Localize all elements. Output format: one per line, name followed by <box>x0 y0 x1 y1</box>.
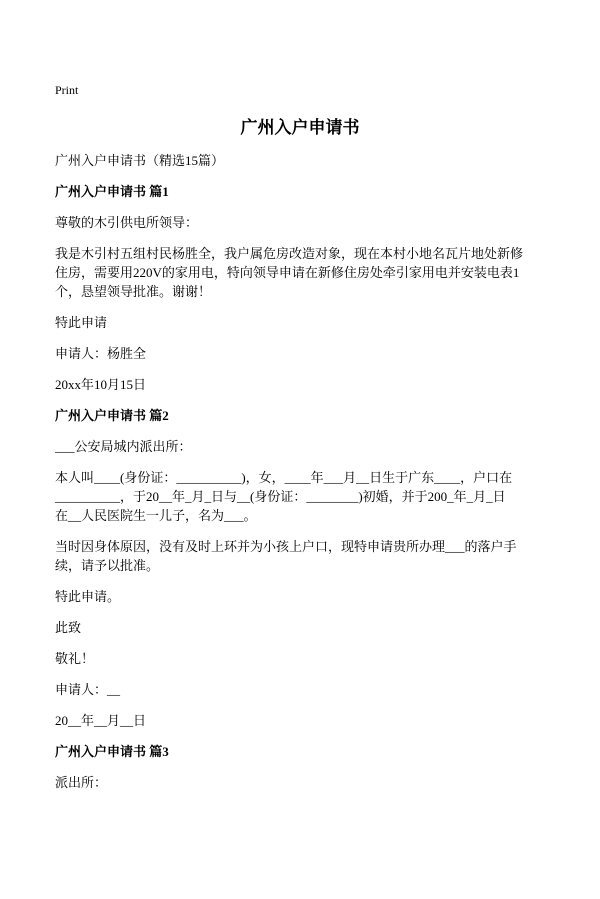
section-1-applicant: 申请人：杨胜全 <box>55 346 147 361</box>
paragraph-line: 在__人民医院生一儿子，名为___。 <box>55 508 257 523</box>
section-heading-2: 广州入户申请书 篇2 <box>55 408 169 423</box>
print-link[interactable]: Print <box>55 83 79 97</box>
paragraph-line: 我是木引村五组村民杨胜全，我户属危房改造对象，现在本村小地名瓦片地处新修 <box>55 246 524 261</box>
section-1-paragraph-1 <box>55 244 550 301</box>
document-subtitle: 广州入户申请书（精选15篇） <box>55 153 225 168</box>
section-1-date: 20xx年10月15日 <box>55 377 147 392</box>
section-2-regards-2: 敬礼！ <box>55 651 95 666</box>
paragraph-line: 本人叫____(身份证：__________)，女，____年___月__日生于广东____，户口在 <box>55 470 513 485</box>
section-1-salutation: 尊敬的木引供电所领导： <box>55 215 199 230</box>
section-1-closing: 特此申请 <box>55 315 108 330</box>
section-3-salutation: 派出所： <box>55 775 108 790</box>
section-heading-1: 广州入户申请书 篇1 <box>55 184 169 199</box>
paragraph-line: 个，恳望领导批准。谢谢！ <box>55 284 212 299</box>
section-2-date: 20__年__月__日 <box>55 713 147 728</box>
document-title: 广州入户申请书 <box>240 118 360 137</box>
section-2-paragraph-2 <box>55 537 550 575</box>
section-2-salutation: ___公安局城内派出所： <box>55 439 192 454</box>
paragraph-line: 续，请予以批准。 <box>55 558 160 573</box>
section-2-closing: 特此申请。 <box>55 589 121 604</box>
section-2-applicant: 申请人：__ <box>55 682 121 697</box>
paragraph-line: __________，于20__年_月_日与__(身份证：________)初婚，并于200_年_月_日 <box>55 489 506 504</box>
paragraph-line: 当时因身体原因，没有及时上环并为小孩上户口，现特申请贵所办理___的落户手 <box>55 539 517 554</box>
section-heading-3: 广州入户申请书 篇3 <box>55 744 169 759</box>
paragraph-line: 住房，需要用220V的家用电，特向领导申请在新修住房处牵引家用电并安装电表1 <box>55 265 520 280</box>
section-2-regards-1: 此致 <box>55 620 82 635</box>
section-2-paragraph-1 <box>55 468 550 525</box>
